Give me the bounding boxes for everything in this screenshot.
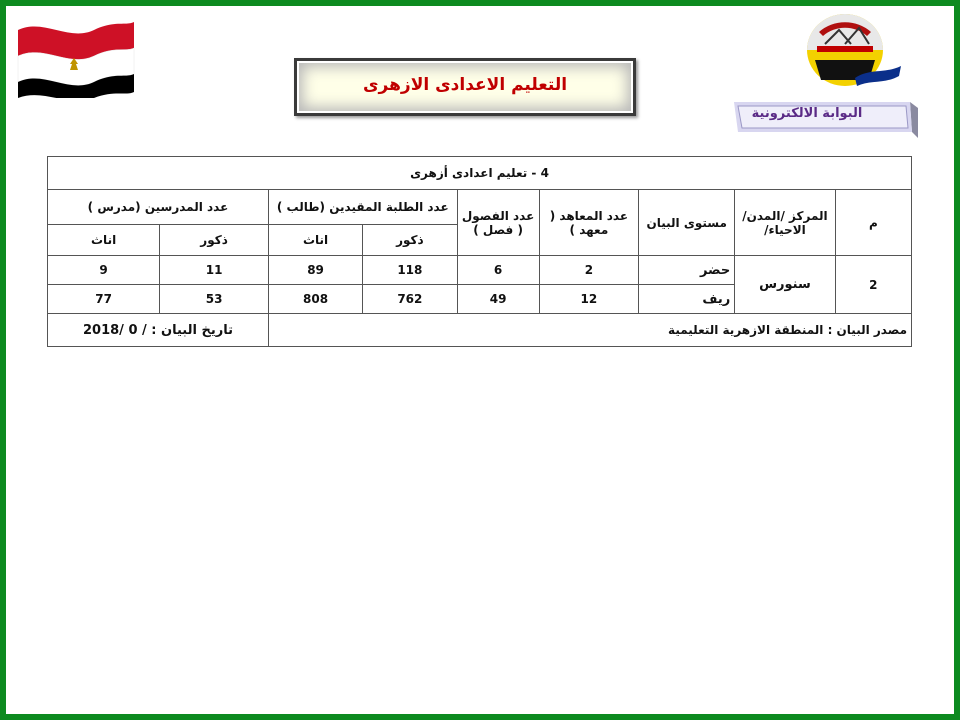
page-title: التعليم الاعدادى الازهرى	[362, 75, 568, 95]
row-students-male: 762	[363, 285, 457, 314]
azhar-logo-icon	[795, 10, 905, 98]
header-row	[48, 190, 912, 225]
row-students-female: 89	[268, 256, 362, 285]
header-center: المركز /المدن/الاحياء/	[735, 190, 835, 256]
header-classes: عدد الفصول ( فصل )	[457, 190, 539, 256]
portal-label: البوابة الالكترونية	[751, 106, 863, 121]
row-teachers-male: 11	[160, 256, 269, 285]
row-teachers-male: 53	[160, 285, 269, 314]
row-teachers-female: 9	[48, 256, 160, 285]
row-teachers-female: 77	[48, 285, 160, 314]
row-students-female: 808	[268, 285, 362, 314]
footer-row	[48, 314, 912, 347]
egypt-flag-icon	[14, 12, 138, 98]
row-level: ريف	[639, 285, 735, 314]
header-teachers-male: ذكور	[160, 225, 269, 256]
row-index: 2	[835, 256, 911, 314]
header-institutes: عدد المعاهد ( معهد )	[539, 190, 639, 256]
header-teachers-female: اناث	[48, 225, 160, 256]
header-students: عدد الطلبة المقيدين (طالب )	[268, 190, 457, 225]
row-center: سنورس	[735, 256, 835, 314]
header-students-female: اناث	[268, 225, 362, 256]
data-date: تاريخ البيان : / 0 /2018	[48, 314, 269, 347]
row-classes: 49	[457, 285, 539, 314]
row-level: حضر	[639, 256, 735, 285]
row-classes: 6	[457, 256, 539, 285]
table-title-row	[48, 157, 912, 190]
header-students-male: ذكور	[363, 225, 457, 256]
section-title: 4 - تعليم اعدادى أزهرى	[48, 157, 912, 190]
page-title-box	[294, 58, 636, 116]
row-institutes: 12	[539, 285, 639, 314]
header-index: م	[835, 190, 911, 256]
row-institutes: 2	[539, 256, 639, 285]
header-level: مستوى البيان	[639, 190, 735, 256]
data-table	[47, 156, 912, 347]
row-students-male: 118	[363, 256, 457, 285]
data-source: مصدر البيان : المنطقة الازهرية التعليمية	[268, 314, 911, 347]
table-row	[48, 256, 912, 285]
header-teachers: عدد المدرسين (مدرس )	[48, 190, 269, 225]
